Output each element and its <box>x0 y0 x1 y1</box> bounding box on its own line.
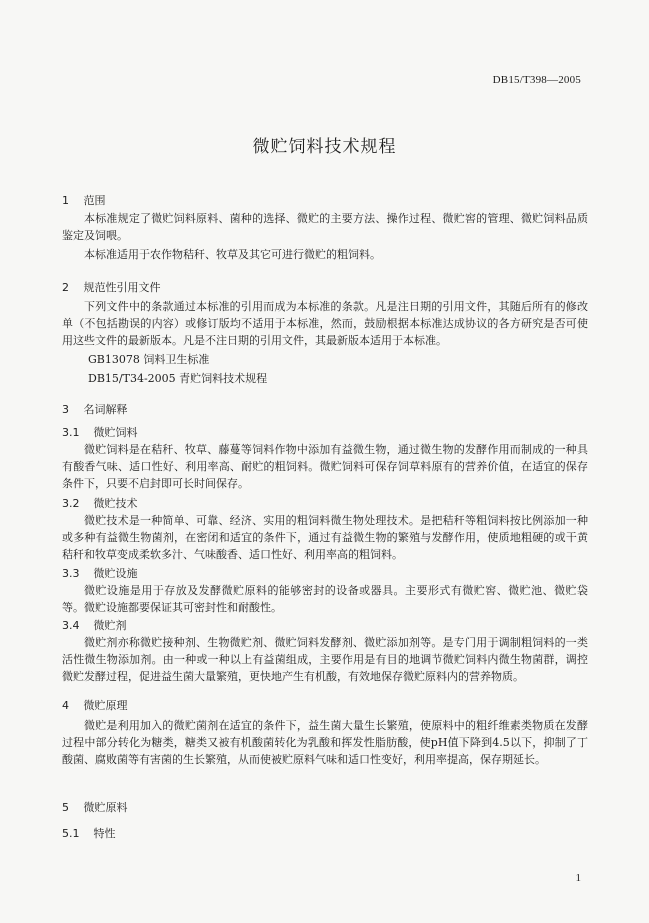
subsection-3-2-heading <box>62 495 138 511</box>
subsection-3-1-heading <box>62 424 138 440</box>
subsection-3-3-paragraph: 微贮设施是用于存放及发酵微贮原料的能够密封的设备或器具。主要形式有微贮窖、微贮池、微贮袋等。微贮设施都要保证其可密封性和耐酸性。 <box>62 584 588 614</box>
subsection-title: 特性 <box>93 827 116 840</box>
subsection-number: 3.4 <box>62 619 80 632</box>
subsection-3-3-heading <box>62 565 138 581</box>
section-1-paragraph-2: 本标准适用于农作物秸秆、牧草及其它可进行微贮的粗饲料。 <box>84 248 381 261</box>
subsection-number: 5.1 <box>62 827 80 840</box>
subsection-title: 微贮技术 <box>93 497 138 510</box>
reference-item: GB13078 饲料卫生标准 <box>88 353 210 366</box>
subsection-number: 3.3 <box>62 567 80 580</box>
section-1-paragraph-1: 本标准规定了微贮饲料原料、菌种的选择、微贮的主要方法、操作过程、微贮窖的管理、微贮饲料品质鉴定及饲喂。 <box>62 212 588 242</box>
page-number: 1 <box>575 872 581 884</box>
subsection-number: 3.2 <box>62 497 80 510</box>
subsection-3-2-paragraph: 微贮技术是一种简单、可靠、经济、实用的粗饲料微生物处理技术。是把秸秆等粗饲料按比例添加一种或多种有益微生物菌剂，在密闭和适宜的条件下，通过有益微生物的繁殖与发酵作用，使质地粗硬的或干黄秸秆和牧草变成柔软多汁、气味酸香、适口性好、利用率高的粗饲料。 <box>62 514 588 561</box>
section-number: 1 <box>62 194 69 207</box>
section-title: 范围 <box>83 194 106 207</box>
subsection-title: 微贮饲料 <box>93 426 138 439</box>
section-title: 微贮原理 <box>83 699 128 712</box>
section-4-paragraph: 微贮是利用加入的微贮菌剂在适宜的条件下，益生菌大量生长繁殖，使原料中的粗纤维素类物质在发酵过程中部分转化为糖类，糖类又被有机酸菌转化为乳酸和挥发性脂肪酸，使pH值下降到4.5以下，抑制了丁酸菌、腐败菌等有害菌的生长繁殖，从而使被贮原料气味和适口性变好，利用率提高，保存期延长。 <box>62 719 588 766</box>
subsection-5-1-heading <box>62 825 116 841</box>
section-number: 2 <box>62 281 69 294</box>
reference-item: DB15/T34-2005 青贮饲料技术规程 <box>88 372 268 385</box>
subsection-3-4-heading <box>62 617 127 633</box>
subsection-title: 微贮剂 <box>93 619 127 632</box>
document-title: 微贮饲料技术规程 <box>252 137 397 157</box>
section-3-heading <box>62 401 128 417</box>
section-number: 5 <box>62 801 69 814</box>
section-number: 4 <box>62 699 69 712</box>
section-2-paragraph: 下列文件中的条款通过本标准的引用而成为本标准的条款。凡是注日期的引用文件，其随后所有的修改单（不包括勘误的内容）或修订版均不适用于本标准，然而，鼓励根据本标准达成协议的各方研究是否可使用这些文件的最新版本。凡是不注日期的引用文件，其最新版本适用于本标准。 <box>62 300 588 347</box>
subsection-3-4-paragraph: 微贮剂亦称微贮接种剂、生物微贮剂、微贮饲料发酵剂、微贮添加剂等。是专门用于调制粗饲料的一类活性微生物添加剂。由一种或一种以上有益菌组成，主要作用是有目的地调节微贮饲料内微生物菌群，调控微贮发酵过程，促进益生菌大量繁殖，更快地产生有机酸，有效地保存微贮原料内的营养物质。 <box>62 636 588 683</box>
section-title: 规范性引用文件 <box>83 281 161 294</box>
section-2-heading <box>62 279 161 295</box>
subsection-3-1-paragraph: 微贮饲料是在秸秆、牧草、藤蔓等饲料作物中添加有益微生物，通过微生物的发酵作用而制成的一种具有酸香气味、适口性好、利用率高、耐贮的粗饲料。微贮饲料可保存饲草料原有的营养价值，在适宜的保存条件下，只要不启封即可长时间保存。 <box>62 443 588 490</box>
standard-code: DB15/T398—2005 <box>492 74 581 86</box>
section-5-heading <box>62 799 128 815</box>
section-1-heading <box>62 192 106 208</box>
section-4-heading <box>62 697 128 713</box>
subsection-title: 微贮设施 <box>93 567 138 580</box>
section-title: 微贮原料 <box>83 801 128 814</box>
section-title: 名词解释 <box>83 403 128 416</box>
section-number: 3 <box>62 403 69 416</box>
subsection-number: 3.1 <box>62 426 80 439</box>
